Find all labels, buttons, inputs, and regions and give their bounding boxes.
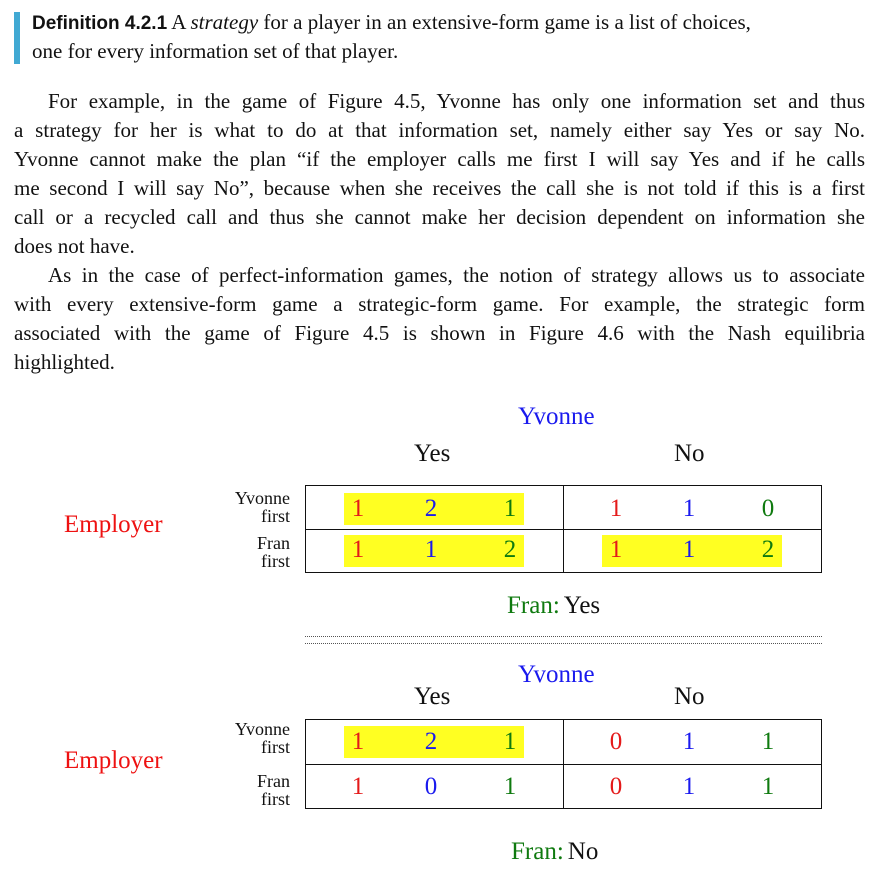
fran-choice: Yes [563,592,601,619]
payoff-employer: 1 [351,536,365,563]
payoff-employer: 1 [351,728,365,755]
payoff-fran: 1 [503,773,517,800]
column-header-no: No [674,440,705,467]
row-label-line-1: Fran [257,771,290,791]
payoff-yvonne: 2 [424,728,438,755]
fran-choice-caption [507,592,600,620]
row-player-label: Employer [64,747,163,774]
payoff-table-fran-yes [305,485,822,573]
payoff-fran: 1 [503,495,517,522]
fran-choice: No [567,838,599,865]
payoff-fran: 2 [503,536,517,563]
row-label-yvonne-first [210,489,290,525]
row-player-label: Employer [64,511,163,538]
paragraph-2-line-1: As in the case of perfect-information games, the notion of strategy allows us to associate [48,263,865,287]
paragraph-2-line-2: with every extensive-form game a strategic-form game. For example, the strategic form [14,292,865,316]
payoff-fran: 1 [761,773,775,800]
table-column-divider [563,720,564,808]
row-label-fran-first [210,534,290,570]
paragraph-1-line-6: does not have. [14,234,135,258]
payoff-fran: 1 [503,728,517,755]
row-label-line-2: first [261,551,290,571]
paragraph-1-line-2: a strategy for her is what to do at that information set, namely either say Yes or say No. [14,118,865,142]
definition-text-before: A [171,10,191,34]
row-label-line-1: Fran [257,533,290,553]
payoff-employer: 1 [351,773,365,800]
payoff-yvonne: 1 [682,495,696,522]
row-label-line-1: Yvonne [234,719,290,739]
payoff-fran: 2 [761,536,775,563]
definition-term: strategy [190,10,259,34]
information-set-dotted-line [305,636,822,644]
table-column-divider [563,486,564,572]
definition-accent-bar [14,12,20,64]
payoff-employer: 0 [609,773,623,800]
row-label-line-1: Yvonne [234,488,290,508]
column-player-label: Yvonne [518,403,595,430]
row-label-line-2: first [261,737,290,757]
payoff-employer: 1 [351,495,365,522]
paragraph-1-line-1: For example, in the game of Figure 4.5, Yvonne has only one information set and thus [48,89,865,113]
definition-text-after: for a player in an extensive-form game is a list of choices, [258,10,751,34]
paragraph-1-line-4: me second I will say No”, because when she receives the call she is not told if this is a first [14,176,865,200]
payoff-yvonne: 0 [424,773,438,800]
row-label-yvonne-first [210,720,290,756]
row-label-line-2: first [261,506,290,526]
column-header-yes: Yes [414,440,451,467]
payoff-fran: 0 [761,495,775,522]
payoff-employer: 1 [609,495,623,522]
paragraph-2-line-3: associated with the game of Figure 4.5 is shown in Figure 4.6 with the Nash equilibria [14,321,865,345]
payoff-yvonne: 1 [682,773,696,800]
payoff-yvonne: 1 [682,536,696,563]
definition-line-1 [32,8,751,38]
payoff-yvonne: 2 [424,495,438,522]
payoff-employer: 0 [609,728,623,755]
paragraph-1-line-5: call or a recycled call and thus she cannot make her decision dependent on information she [14,205,865,229]
column-header-no: No [674,683,705,710]
payoff-yvonne: 1 [682,728,696,755]
row-label-fran-first [210,772,290,808]
paragraph-2-line-4: highlighted. [14,350,115,374]
definition-line-2: one for every information set of that player. [32,39,399,63]
payoff-table-fran-no [305,719,822,809]
payoff-yvonne: 1 [424,536,438,563]
paragraph-1-line-3: Yvonne cannot make the plan “if the employer calls me first I will say Yes and if he calls [14,147,865,171]
definition-heading: Definition 4.2.1 [32,13,168,34]
fran-choice-caption [511,838,598,866]
column-player-label: Yvonne [518,661,595,688]
row-label-line-2: first [261,789,290,809]
payoff-fran: 1 [761,728,775,755]
payoff-employer: 1 [609,536,623,563]
fran-label: Fran: [507,592,560,619]
fran-label: Fran: [511,838,564,865]
column-header-yes: Yes [414,683,451,710]
